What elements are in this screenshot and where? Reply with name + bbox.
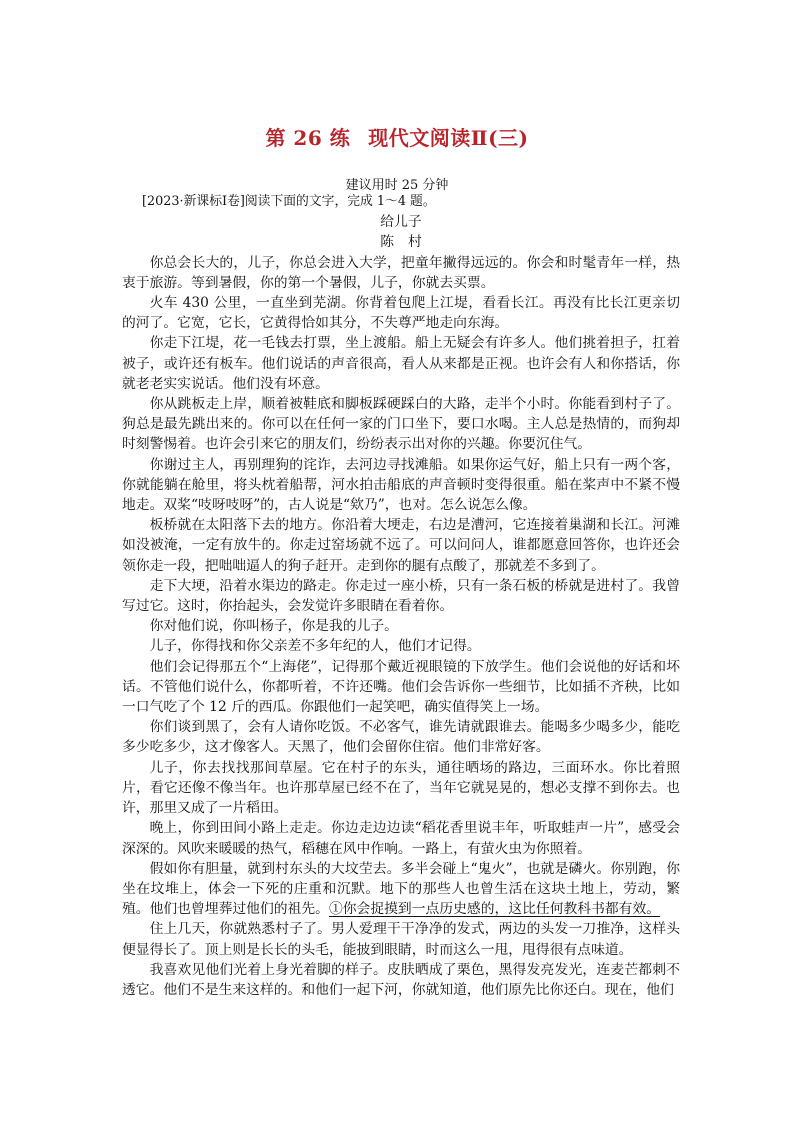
paragraph-14 [122, 859, 680, 920]
paragraph-2: 火车 430 公里，一直坐到芜湖。你背着包爬上江堤，看看长江。再没有比长江更亲切的河了。它宽，它长，它黄得恰如其分，不失尊严地走向东海。 [122, 295, 680, 332]
paragraph-4: 你从跳板走上岸，顺着被鞋底和脚板踩硬踩白的大路，走半个小时。你能看到村子了。狗总是最先跳出来的。你可以在任何一家的门口坐下，要口水喝。主人总是热情的，而狗却时刻警惕着。也许会引来它的朋友们，纷纷表示出对你的兴趣。你要沉住气。 [122, 396, 680, 453]
paragraph-9: 儿子，你得找和你父亲差不多年纪的人，他们才记得。 [149, 638, 481, 655]
paragraph-14-text: 假如你有胆量，就到村东头的大坟茔去。多半会碰上“鬼火”，也就是磷火。你别跑，你坐在坟堆上，体会一下死的庄重和沉默。地下的那些人也曾生活在这块土地上，劳动，繁殖。他们也曾埋葬过他们的祖先。 [122, 860, 680, 918]
underlined-sentence-1: ①你会捉摸到一点历史感的，这比任何教科书都有效。 [328, 901, 661, 918]
article-title: 给儿子 [380, 214, 422, 231]
paragraph-10: 他们会记得那五个“上海佬”，记得那个戴近视眼镜的下放学生。他们会说他的好话和坏话。不管他们说什么，你都听着，不许还嘴。他们会告诉你一些细节，比如插不齐秧，比如一口气吃了个 12 斤的西瓜。你跟他们一起笑吧，确实值得笑上一场。 [122, 658, 680, 716]
paragraph-15: 住上几天，你就熟悉村子了。男人爱理干干净净的发式，两边的头发一刀推净，这样头便显得长了。顶上则是长长的头毛，能披到眼睛，时而这么一甩，甩得很有点味道。 [122, 921, 680, 958]
source-line: [2023·新课标Ⅰ卷]阅读下面的文字，完成 1～4 题。 [142, 194, 436, 209]
paragraph-8: 你对他们说，你叫杨子，你是我的儿子。 [149, 618, 398, 635]
reading-passage [122, 192, 680, 1000]
paragraph-6: 板桥就在太阳落下去的地方。你沿着大埂走，右边是漕河，它连接着巢湖和长江。河滩如没被淹，一定有放牛的。你走过窑场就不远了。可以问问人，谁都愿意回答你，也许还会领你走一段，把咄咄逼人的狗子赶开。走到你的腿有点酸了，那就差不多到了。 [122, 517, 680, 574]
paragraph-1: 你总会长大的，儿子，你总会进入大学，把童年撇得远远的。你会和时髦青年一样，热衷于旅游。等到暑假，你的第一个暑假，儿子，你就去买票。 [122, 254, 680, 291]
paragraph-7: 走下大埂，沿着水渠边的路走。你走过一座小桥，只有一条石板的桥就是进村了。我曾写过它。这时，你抬起头，会发觉许多眼睛在看着你。 [122, 577, 680, 615]
exercise-topic: 现代文阅读Ⅱ(三) [368, 126, 529, 150]
suggested-time: 建议用时 25 分钟 [345, 178, 449, 193]
paragraph-3: 你走下江堤，花一毛钱去打票，坐上渡船。船上无疑会有许多人。他们挑着担子，扛着被子，或许还有板车。他们说话的声音很高，看人从来都是正视。也许会有人和你搭话，你就老老实实说话。他们没有坏意。 [122, 335, 680, 392]
exercise-number: 第 26 练 [265, 126, 351, 150]
paragraph-16: 我喜欢见他们光着上身光着脚的样子。皮肤晒成了栗色，黑得发亮发光，连麦芒都刺不透它。他们不是生来这样的。和他们一起下河，你就知道，他们原先比你还白。现在，他们 [122, 961, 680, 998]
paragraph-12: 儿子，你去找找那间草屋。它在村子的东头，通往晒场的路边，三面环水。你比着照片，看它还像不像当年。也许那草屋已经不在了，当年它就晃晃的，想必支撑不到你去。也许，那里又成了一片稻田。 [122, 759, 680, 817]
paragraph-5: 你谢过主人，再别理狗的诧诈，去河边寻找滩船。如果你运气好，船上只有一两个客，你就能躺在舱里，将头枕着船帮，河水拍击船底的声音顿时变得很重。船在桨声中不紧不慢地走。双桨“吱呀吱呀”的，古人说是“欸乃”，也对。怎么说怎么像。 [122, 456, 680, 514]
paragraph-11: 你们谈到黑了，会有人请你吃饭。不必客气，谁先请就跟谁去。能喝多少喝多少，能吃多少吃多少，这才像客人。天黑了，他们会留你住宿。他们非常好客。 [122, 719, 680, 756]
article-author: 陈村 [380, 234, 436, 251]
paragraph-13: 晚上，你到田间小路上走走。你边走边边读“稻花香里说丰年，听取蛙声一片”，感受会深深的。风吹来暖暖的热气，稻穗在风中作响。一路上，有萤火虫为你照着。 [122, 820, 680, 857]
page-title [0, 122, 794, 151]
